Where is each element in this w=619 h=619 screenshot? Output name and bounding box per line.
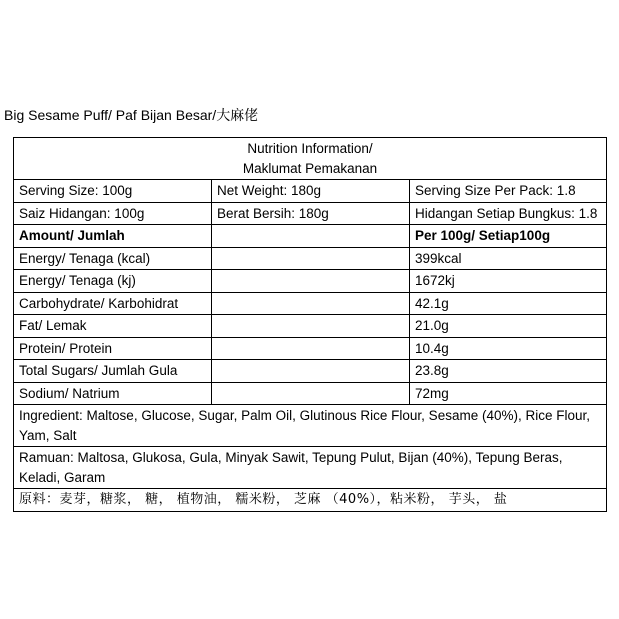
nutrient-label: Energy/ Tenaga (kcal) xyxy=(14,247,212,270)
empty-cell xyxy=(212,247,410,270)
nutrient-value: 72mg xyxy=(410,382,607,405)
nutrient-row xyxy=(14,315,607,338)
column-header-row xyxy=(14,225,607,248)
servings-per-pack-cell: Serving Size Per Pack: 1.8 xyxy=(410,180,607,203)
nutrient-label: Total Sugars/ Jumlah Gula xyxy=(14,360,212,383)
nutrient-row xyxy=(14,270,607,293)
nutrient-row xyxy=(14,382,607,405)
hidangan-bungkus-cell: Hidangan Setiap Bungkus: 1.8 xyxy=(410,202,607,225)
ingredients-ms-row xyxy=(14,447,607,489)
saiz-hidangan-cell: Saiz Hidangan: 100g xyxy=(14,202,212,225)
serving-row-ms xyxy=(14,202,607,225)
nutrient-label: Carbohydrate/ Karbohidrat xyxy=(14,292,212,315)
empty-cell xyxy=(212,315,410,338)
nutrient-label: Protein/ Protein xyxy=(14,337,212,360)
empty-cell xyxy=(212,360,410,383)
serving-size-cell: Serving Size: 100g xyxy=(14,180,212,203)
berat-bersih-cell: Berat Bersih: 180g xyxy=(212,202,410,225)
empty-cell xyxy=(212,382,410,405)
empty-header-cell xyxy=(212,225,410,248)
ingredients-en-row xyxy=(14,405,607,447)
header-line-2: Maklumat Pemakanan xyxy=(242,160,378,176)
empty-cell xyxy=(212,292,410,315)
ingredients-chinese: 原料：麦芽，糖浆， 糖， 植物油， 糯米粉， 芝麻 （40%），粘米粉， 芋头， 盐 xyxy=(14,489,607,512)
nutrient-value: 10.4g xyxy=(410,337,607,360)
nutrient-value: 23.8g xyxy=(410,360,607,383)
header-row xyxy=(14,138,607,180)
header-line-1: Nutrition Information/ xyxy=(247,141,373,156)
nutrient-row xyxy=(14,360,607,383)
amount-header: Amount/ Jumlah xyxy=(14,225,212,248)
nutrient-value: 1672kj xyxy=(410,270,607,293)
ingredients-zh-row xyxy=(14,489,607,512)
nutrition-table xyxy=(13,137,607,512)
nutrient-value: 42.1g xyxy=(410,292,607,315)
ingredients-english: Ingredient: Maltose, Glucose, Sugar, Palm Oil, Glutinous Rice Flour, Sesame (40%), Rice Flour, Yam, Salt xyxy=(14,405,607,447)
table-header xyxy=(14,138,607,180)
empty-cell xyxy=(212,337,410,360)
nutrient-row xyxy=(14,337,607,360)
nutrient-row xyxy=(14,292,607,315)
nutrient-value: 21.0g xyxy=(410,315,607,338)
ingredients-malay: Ramuan: Maltosa, Glukosa, Gula, Minyak Sawit, Tepung Pulut, Bijan (40%), Tepung Beras, Keladi, Garam xyxy=(14,447,607,489)
nutrient-label: Fat/ Lemak xyxy=(14,315,212,338)
net-weight-cell: Net Weight: 180g xyxy=(212,180,410,203)
nutrient-label: Sodium/ Natrium xyxy=(14,382,212,405)
empty-cell xyxy=(212,270,410,293)
serving-row-en xyxy=(14,180,607,203)
nutrient-row xyxy=(14,247,607,270)
nutrient-value: 399kcal xyxy=(410,247,607,270)
product-title: Big Sesame Puff/ Paf Bijan Besar/大麻佬 xyxy=(4,107,259,123)
per100g-header: Per 100g/ Setiap100g xyxy=(410,225,607,248)
nutrient-label: Energy/ Tenaga (kj) xyxy=(14,270,212,293)
